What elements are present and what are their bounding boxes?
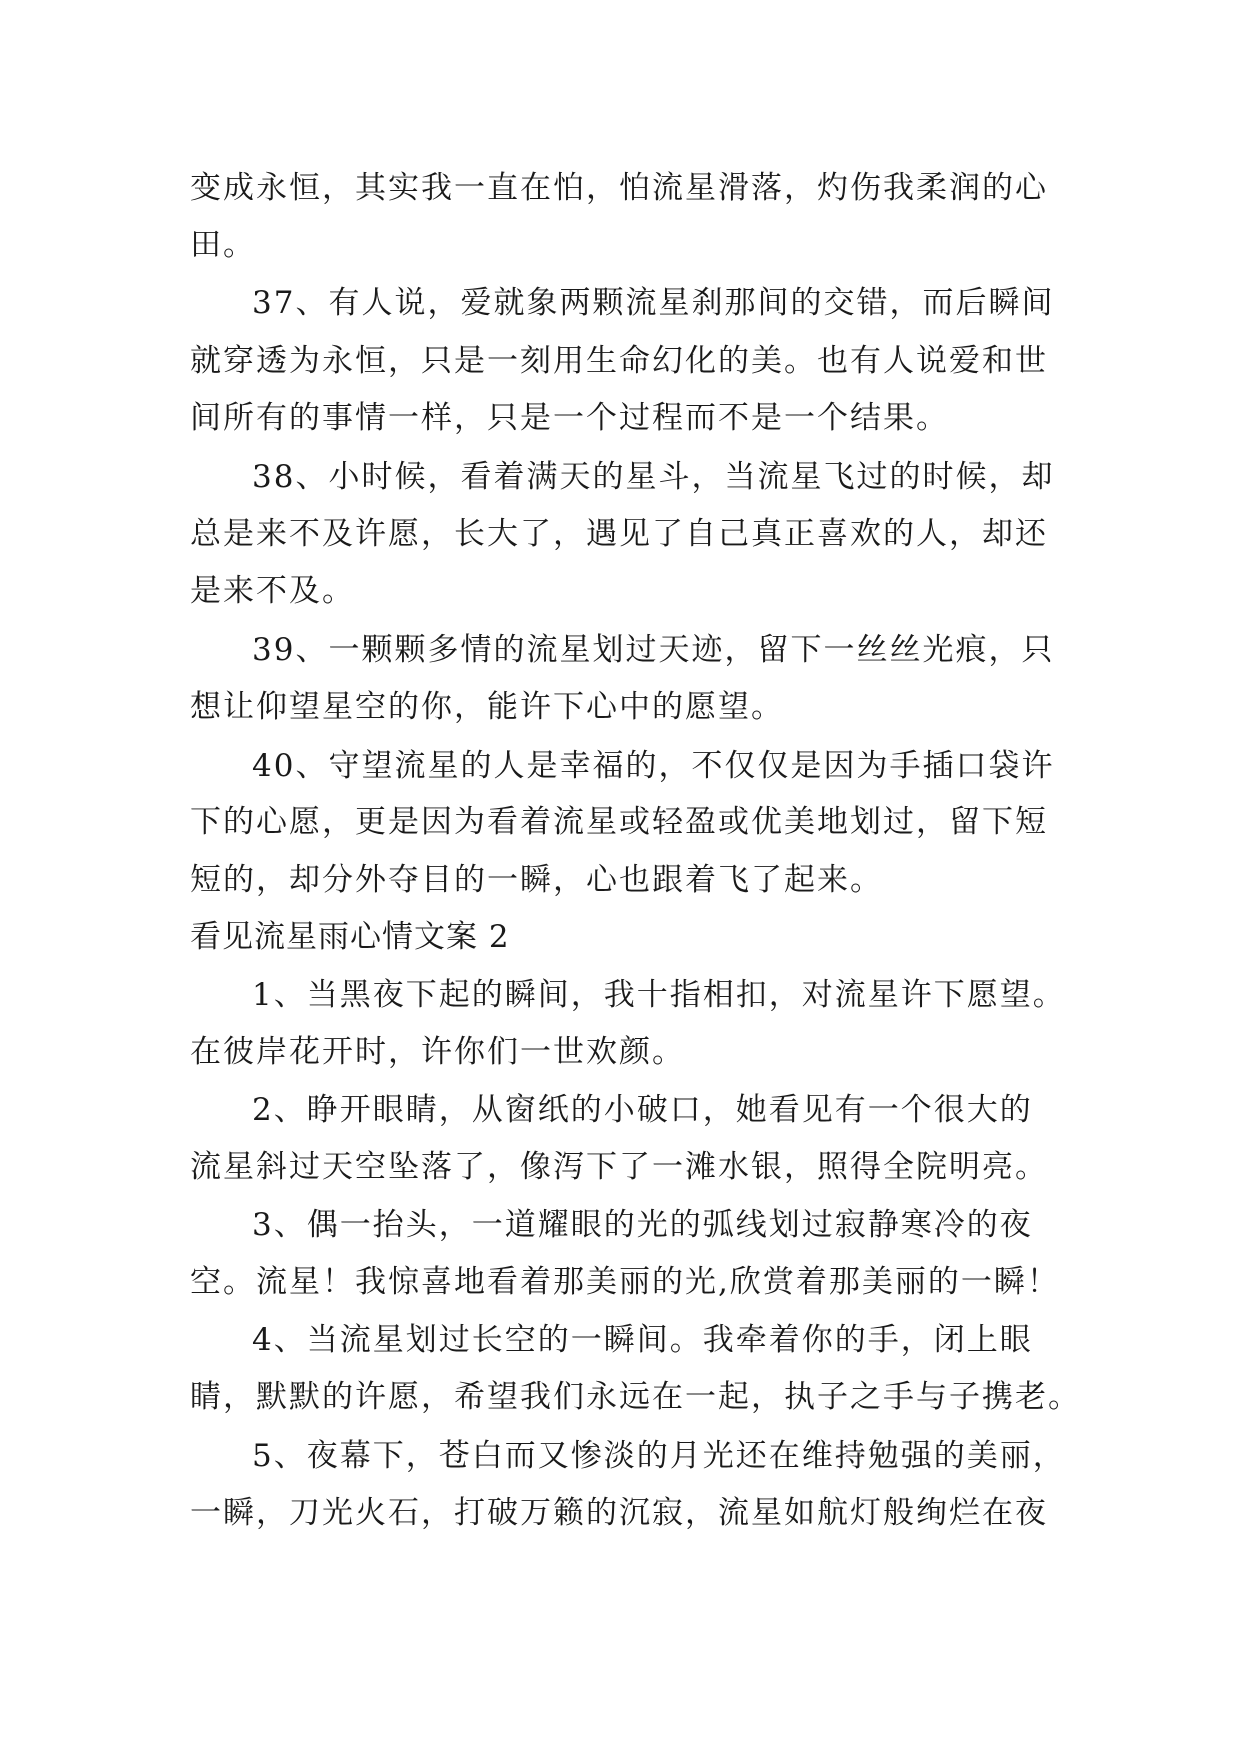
- text-line-7: 总是来不及许愿，长大了，遇见了自己真正喜欢的人，却还: [190, 516, 1048, 552]
- text-line-9: 39、一颗颗多情的流星划过天迹，留下一丝丝光痕，只: [252, 632, 1055, 668]
- text-line-21: 4、当流星划过长空的一瞬间。我牵着你的手，闭上眼: [252, 1322, 1033, 1358]
- text-line-24: 一瞬，刀光火石，打破万籁的沉寂，流星如航灯般绚烂在夜: [190, 1495, 1048, 1531]
- text-line-13: 短的，却分外夺目的一瞬，心也跟着飞了起来。: [190, 862, 883, 898]
- text-line-17: 2、睁开眼睛，从窗纸的小破口，她看见有一个很大的: [252, 1092, 1033, 1128]
- text-line-5: 间所有的事情一样，只是一个过程而不是一个结果。: [190, 400, 949, 436]
- text-line-19: 3、偶一抬头，一道耀眼的光的弧线划过寂静寒冷的夜: [252, 1207, 1033, 1243]
- text-line-18: 流星斜过天空坠落了，像泻下了一滩水银，照得全院明亮。: [190, 1149, 1048, 1185]
- text-line-22: 睛，默默的许愿，希望我们永远在一起，执子之手与子携老。: [190, 1379, 1081, 1415]
- text-line-2: 田。: [190, 227, 256, 263]
- text-line-10: 想让仰望星空的你，能许下心中的愿望。: [190, 689, 784, 725]
- text-line-16: 在彼岸花开时，许你们一世欢颜。: [190, 1034, 685, 1070]
- text-line-20: 空。流星！我惊喜地看着那美丽的光,欣赏着那美丽的一瞬！: [190, 1264, 1060, 1300]
- text-line-12: 下的心愿，更是因为看着流星或轻盈或优美地划过，留下短: [190, 804, 1048, 840]
- section-heading: 看见流星雨心情文案 2: [190, 919, 510, 955]
- text-line-6: 38、小时候，看着满天的星斗，当流星飞过的时候，却: [252, 459, 1055, 495]
- text-line-8: 是来不及。: [190, 573, 355, 609]
- text-line-15: 1、当黑夜下起的瞬间，我十指相扣，对流星许下愿望。: [252, 977, 1066, 1013]
- text-line-4: 就穿透为永恒，只是一刻用生命幻化的美。也有人说爱和世: [190, 343, 1048, 379]
- text-line-1: 变成永恒，其实我一直在怕，怕流星滑落，灼伤我柔润的心: [190, 170, 1048, 206]
- text-line-23: 5、夜幕下，苍白而又惨淡的月光还在维持勉强的美丽，: [252, 1438, 1066, 1474]
- text-line-11: 40、守望流星的人是幸福的，不仅仅是因为手插口袋许: [252, 748, 1055, 784]
- text-line-3: 37、有人说，爱就象两颗流星刹那间的交错，而后瞬间: [252, 285, 1055, 321]
